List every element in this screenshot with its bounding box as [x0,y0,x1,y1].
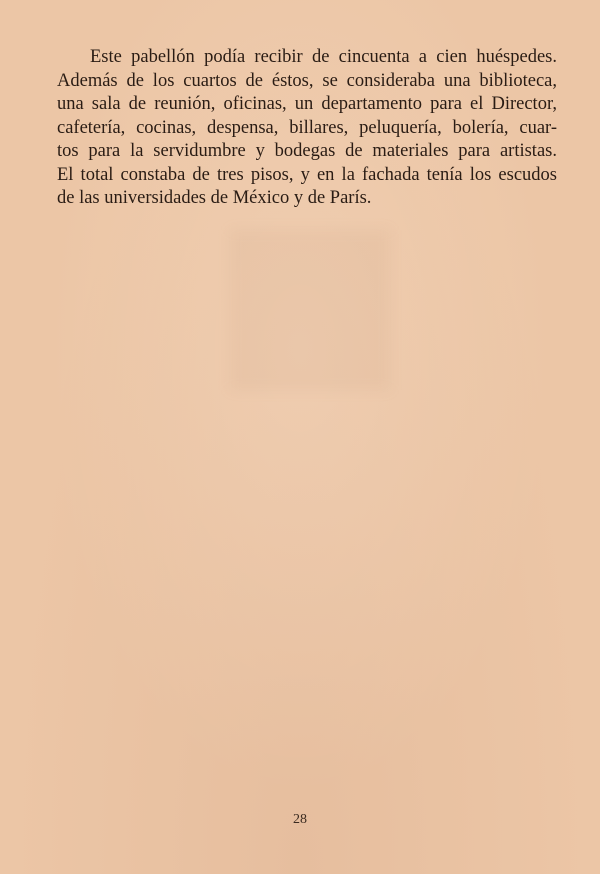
show-through-stain [230,230,390,390]
page-number: 28 [293,812,307,827]
paragraph-line: tos para la servidumbre y bodegas de materiales para artistas. [57,141,557,161]
paragraph-line: El total constaba de tres pisos, y en la fachada tenía los escudos [57,164,557,185]
paragraph-line: de las universidades de México y de París. [57,188,372,208]
body-paragraph [57,46,557,211]
paragraph-line: Este pabellón podía recibir de cincuenta a cien huéspedes. [90,47,557,67]
paragraph-line: Además de los cuartos de éstos, se consideraba una biblioteca, [57,70,557,91]
paragraph-line: una sala de reunión, oficinas, un departamento para el Director, [57,94,557,114]
paragraph-line: cafetería, cocinas, despensa, billares, peluquería, bolería, cuar- [57,117,557,138]
